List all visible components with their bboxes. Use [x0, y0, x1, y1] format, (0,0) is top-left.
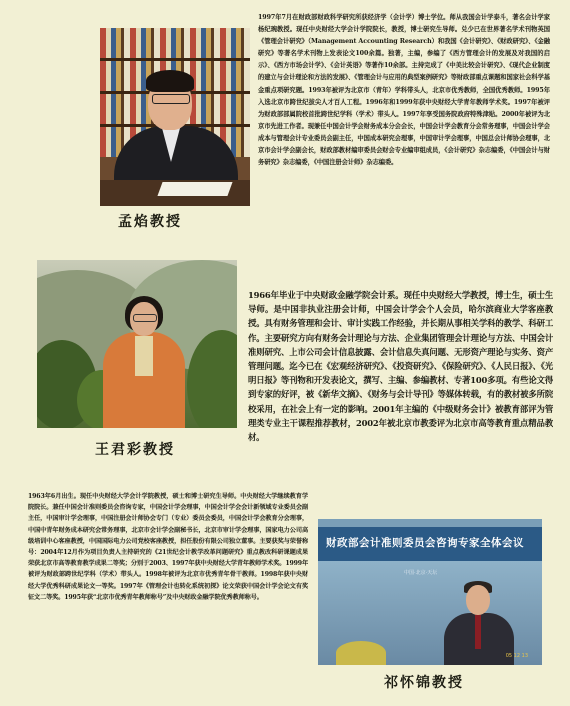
- photo-wang-juncai: [37, 260, 237, 428]
- name-qi-huaijin: 祁怀锦教授: [384, 675, 464, 691]
- person-head: [466, 585, 490, 615]
- photo-meng-yan: [100, 28, 250, 206]
- flower-arrangement: [336, 641, 386, 665]
- bio-meng-yan: 1997年7月在财政部财政科学研究所获经济学（会计学）博士学位。师从我国会计学泰斗，著名会计学家杨纪琬教授。现任中央财经大学会计学院院长，教授，博士研究生导师。兑少已在世界著名学术刊物英国《管理会计研究》（Management Accounting Research）和我国《会计研究》、《财政研究》、《金融研究》等著名学术刊物上发表论文100余篇。独著，主编，参编了《西方管理会计的发展及对我国的启示》、《西方市场会计学》、《会计英语》等著作10余部。主持完成了《中美比较会计研究》、《现代企业制度的建立与会计理论和方法的发展》、《管理会计与应用的典型案例研究》等财政部重点课题和国家社会科学基金重点项研究题。1993年被评为北京市（青年）学科带头人，北京市优秀教师，全国优秀教师。1995年入选北京市跨世纪拔尖人才百人工程。1996年和1999年获中央财经大学青年教师学术奖。1997年被评为财政部部属院校首批跨世纪学科（学术）带头人。1997年享受国务院政府特殊津贴。2000年被评为北京市先进工作者。现兼任中国会计学会财务成本分会会长，中国会计学会教育分会常务理事，中国会计学会成本与管理会计专业委员会副主任，中国成本研究会理事，中国审计学会理事，中国总会计师协会理事，北京市会计学会副会长，财政部教材编审委员会财会专业编审组成员，《会计研究》杂志编委，《中国会计与财务研究》杂志编委，《中国注册会计师》杂志编委。: [258, 14, 550, 167]
- bio-qi-huaijin: 1963年6月出生。现任中央财经大学会计学院教授，硕士和博士研究生导师。中央财经大学继续教育学院院长。兼任中国会计准则委员会咨询专家，中国会计学会理事，中国会计学会会计新领域专业委员会副主任，中国审计学会理事，中国注册会计师协会专门（专业）委员会委员，中国会计学会教育分会理事，中国中青年财务成本研究会常务理事，北京市会计学会副秘书长，北京市审计学会理事，国家电力公司高级培训中心客座教授，中国国际电力公司党校客座教授，担任股份有限公司独立董事。主要获奖与荣誉称号：2004年12月作为项目负责人主持研究的《21世纪会计教学改革问题研究》重点教改科研课题成果荣获北京市高等教育教学成果二等奖；分别于2003、1997年获中央财经大学青年教师学术奖。1999年被评为财政部跨世纪学科（学术）带头人。1998年被评为北京市优秀青年骨干教师。1998年获中央财经大学优秀科研成果论文一等奖。1997年《管理会计也转化系统初探》论文荣获中国会计学会论文有奖征文二等奖。1995年获“北京市优秀青年教师称号”及中央财政金融学院优秀教师称号。: [28, 493, 308, 601]
- photo-qi-huaijin: [318, 519, 542, 665]
- photo-date-stamp: 05 12 13: [505, 653, 528, 659]
- name-meng-yan: 孟焰教授: [118, 214, 182, 230]
- name-wang-juncai: 王君彩教授: [95, 442, 175, 458]
- bookshelf-row: [100, 28, 250, 58]
- banner-subtitle: 中国·北京·天坛: [404, 570, 438, 576]
- banner-text: 财政部会计准则委员会咨询专家全体会议: [326, 537, 524, 549]
- bio-wang-juncai: 1966年毕业于中央财政金融学院会计系。现任中央财经大学教授，博士生，硕士生导师。是中国非执业注册会计师，中国会计学会个人会员，哈尔滨商业大学客座教授。具有财务管理和会计、审计实践工作经验，并长期从事相关学科的教学、科研工作。主要研究方向有财务会计理论与方法、企业集团管理会计理论与方法、中国会计准则研究、上市公司会计信息披露、会计信息失真问题、无形资产理论与实务、资产管理问题。迄今已在《宏观经济研究》、《投资研究》、《保险研究》、《人民日报》、《光明日报》等刊物和开发表论文，撰写、主编、参编教材、专著100多项。有些论文得到专家的好评，被《新华文摘》、《财务与会计导刊》等媒体转载，有的教材被多所院校采用，在社会上有一定的影响。2001年主编的《中级财务会计》被教育部评为管理类专业主干课程推荐教材，2002年被北京市教委评为北京市高等教育重点精品教材。: [248, 290, 553, 443]
